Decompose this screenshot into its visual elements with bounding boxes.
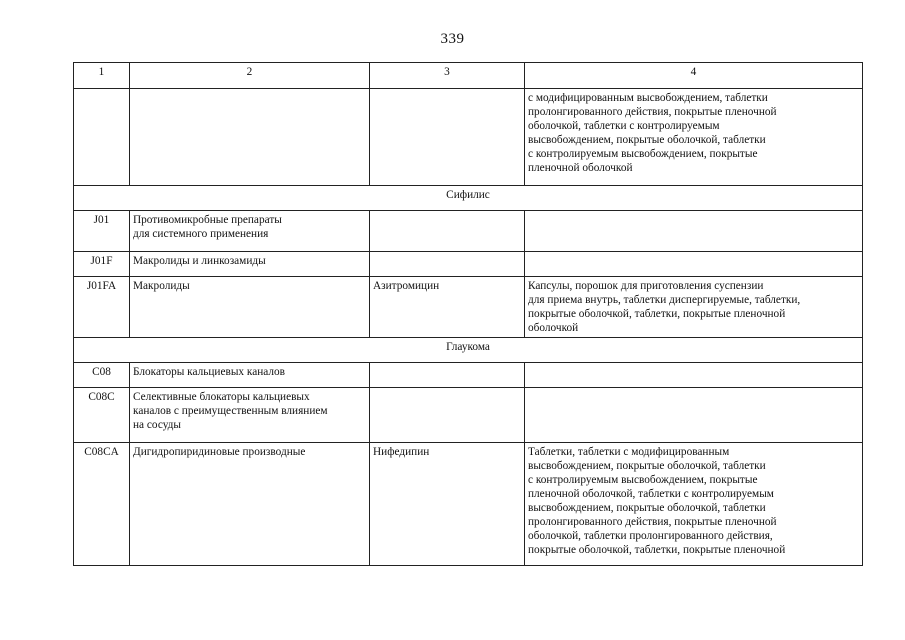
drug-table: [73, 62, 863, 566]
cell-drug: [370, 89, 525, 186]
column-header-1: 1: [74, 63, 130, 89]
cell-code: J01: [74, 211, 130, 252]
cell-forms: [525, 363, 863, 388]
section-row-syphilis: [74, 186, 863, 211]
table-row: [74, 252, 863, 277]
cell-name: Дигидропиридиновые производные: [130, 443, 370, 566]
cell-name: Макролиды и линкозамиды: [130, 252, 370, 277]
cell-forms: [525, 252, 863, 277]
cell-code: J01F: [74, 252, 130, 277]
cell-forms: Таблетки, таблетки с модифицированным высвобождением, покрытые оболочкой, таблетки с контролируемым высвобождением, покрытые пленочной оболочкой, таблетки с контролируемым высвобождением, покрытые оболочкой, таблетки пролонгированного действия, покрытые пленочной оболочкой, таблетки пролонгированного действия, покрытые оболочкой, таблетки, покрытые пленочной: [525, 443, 863, 566]
table-row: [74, 211, 863, 252]
table-row: [74, 363, 863, 388]
cell-drug: [370, 363, 525, 388]
cell-forms: [525, 388, 863, 443]
cell-code: C08C: [74, 388, 130, 443]
cell-name: Блокаторы кальциевых каналов: [130, 363, 370, 388]
cell-forms: с модифицированным высвобождением, таблетки пролонгированного действия, покрытые пленочной оболочкой, таблетки с контролируемым высвобождением, покрытые оболочкой, таблетки с контролируемым высвобождением, покрытые пленочной оболочкой: [525, 89, 863, 186]
cell-forms: Капсулы, порошок для приготовления суспензии для приема внутрь, таблетки диспергируемые, таблетки, покрытые оболочкой, таблетки, покрытые пленочной оболочкой: [525, 277, 863, 338]
cell-code: J01FA: [74, 277, 130, 338]
table-header-row: [74, 63, 863, 89]
cell-name: Макролиды: [130, 277, 370, 338]
cell-name: Селективные блокаторы кальциевых каналов с преимущественным влиянием на сосуды: [130, 388, 370, 443]
table-row: [74, 443, 863, 566]
section-title-glaucoma: Глаукома: [74, 338, 863, 363]
column-header-3: 3: [370, 63, 525, 89]
cell-drug: [370, 211, 525, 252]
cell-drug: Нифедипин: [370, 443, 525, 566]
page-number: 339: [440, 31, 465, 47]
section-row-glaucoma: [74, 338, 863, 363]
cell-code: C08: [74, 363, 130, 388]
column-header-2: 2: [130, 63, 370, 89]
table-row: [74, 277, 863, 338]
cell-drug: [370, 252, 525, 277]
cell-code: C08CA: [74, 443, 130, 566]
section-title-syphilis: Сифилис: [74, 186, 863, 211]
cell-drug: Азитромицин: [370, 277, 525, 338]
cell-drug: [370, 388, 525, 443]
cell-forms: [525, 211, 863, 252]
cell-name: [130, 89, 370, 186]
table-row: [74, 388, 863, 443]
column-header-4: 4: [525, 63, 863, 89]
cell-code: [74, 89, 130, 186]
cell-name: Противомикробные препараты для системного применения: [130, 211, 370, 252]
table-row-continuation: [74, 89, 863, 186]
